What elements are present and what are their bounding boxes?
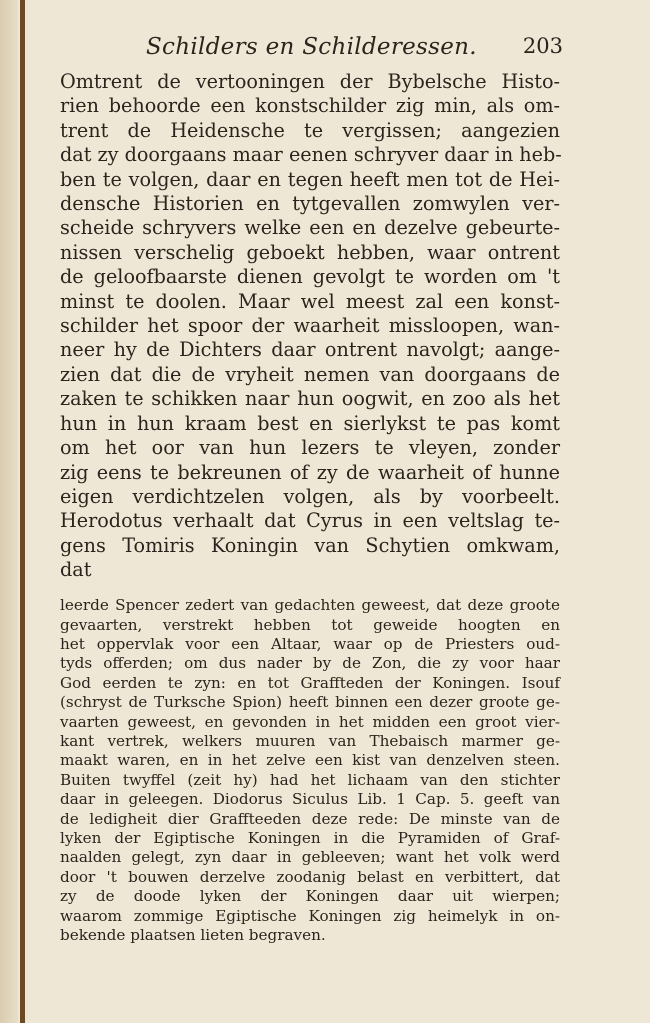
text-line: rien behoorde een konstschilder zig min, als om- <box>60 94 560 118</box>
catchword: dat <box>60 558 92 582</box>
text-line: om het oor van hun lezers te vleyen, zonder <box>60 436 560 460</box>
footnote-line: bekende plaatsen lieten begraven. <box>60 926 326 945</box>
text-line: Omtrent de vertooningen der Bybelsche Histo- <box>60 70 560 93</box>
page-number: 203 <box>522 34 563 58</box>
page-header <box>60 28 563 64</box>
text-line: scheide schryvers welke een en dezelve gebeurte- <box>60 216 560 240</box>
text-line: Herodotus verhaalt dat Cyrus in een veltslag te- <box>60 509 560 533</box>
footnote-line: lyken der Egiptische Koningen in die Pyramiden of Graf- <box>60 829 560 847</box>
text-line: de geloofbaarste dienen gevolgt te worden om 't <box>60 265 560 289</box>
text-line: zaken te schikken naar hun oogwit, en zoo als het <box>60 387 560 411</box>
footnote-line: naalden gelegt, zyn daar in gebleeven; want het volk werd <box>60 848 560 867</box>
footnote-line: (schryst de Turksche Spion) heeft binnen een dezer groote ge- <box>60 693 560 712</box>
footnote-line: door 't bouwen derzelve zoodanig belast en verbittert, dat <box>60 867 560 886</box>
running-title: Schilders en Schilderessen. <box>146 34 477 60</box>
footnote-line: de ledigheit dier Graffteeden deze rede: De minste van de <box>60 809 560 828</box>
text-line: eigen verdichtzelen volgen, als by voorbeelt. <box>60 484 560 508</box>
text-line: hun in hun kraam best en sierlykst te pas komt <box>60 411 560 435</box>
footnote-line: gevaarten, verstrekt hebben tot geweide hoogten en <box>60 615 560 634</box>
footnote-line: God eerden te zyn: en tot Graffteden der Koningen. Isouf <box>60 673 560 692</box>
footnote-line: waarom zommige Egiptische Koningen zig heimelyk in on- <box>60 906 560 925</box>
footnote-line: daar in geleegen. Diodorus Siculus Lib. 1 Cap. 5. geeft van <box>60 790 560 809</box>
text-line: zig eens te bekreunen of zy de waarheit of hunne <box>60 460 560 484</box>
text-line: ben te volgen, daar en tegen heeft men tot de Hei- <box>60 167 560 191</box>
footnote-line: leerde Spencer zedert van gedachten geweest, dat deze groote <box>60 596 560 615</box>
text-line: minst te doolen. Maar wel meest zal een konst- <box>60 289 560 313</box>
text-line: schilder het spoor der waarheit missloopen, wan- <box>60 314 560 338</box>
footnote-line: vaarten geweest, en gevonden in het midden een groot vier- <box>60 712 560 731</box>
text-line: gens Tomiris Koningin van Schytien omkwam, <box>60 533 560 557</box>
text-line: zien dat die de vryheit nemen van doorgaans de <box>60 362 560 386</box>
text-line: dat zy doorgaans maar eenen schryver daar in heb- <box>60 143 562 167</box>
text-line: nissen verschelig geboekt hebben, waar ontrent <box>60 240 560 264</box>
footnote-line: het oppervlak voor een Altaar, waar op de Priesters oud- <box>60 634 560 653</box>
footnote-line: kant vertrek, welkers muuren van Thebaisch marmer ge- <box>60 731 560 750</box>
text-line: trent de Heidensche te vergissen; aangezien <box>60 118 560 142</box>
book-spine <box>20 0 25 1023</box>
text-line: densche Historien en tytgevallen zomwylen ver- <box>60 192 560 216</box>
footnote-block <box>60 596 560 945</box>
footnote-line: tyds offerden; om dus nader by de Zon, die zy voor haar <box>60 654 560 673</box>
footnote-line: Buiten twyffel (zeit hy) had het lichaam van den stichter <box>60 770 560 789</box>
footnote-line: maakt waren, en in het zelve een kist van denzelven steen. <box>60 751 560 770</box>
text-line: neer hy de Dichters daar ontrent navolgt; aange- <box>60 338 560 362</box>
page-gutter <box>0 0 18 1023</box>
footnote-line: zy de doode lyken der Koningen daar uit wierpen; <box>60 887 560 906</box>
book-page <box>60 28 563 945</box>
main-text-block <box>60 70 560 582</box>
